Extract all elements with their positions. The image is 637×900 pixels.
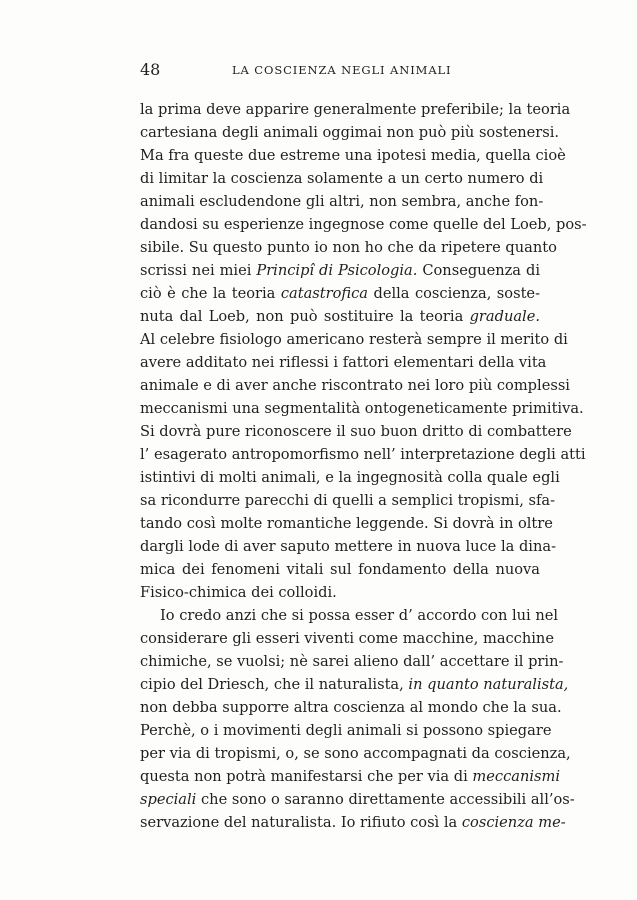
- italic-text: catastrofica: [280, 285, 369, 302]
- text-segment: l’ esagerato antropomorfismo nell’ interpretazione degli atti: [140, 446, 586, 463]
- text-segment: non debba supporre altra coscienza al mondo che la sua.: [140, 699, 562, 716]
- text-line: [140, 581, 540, 604]
- text-segment: Si dovrà pure riconoscere il suo buon dritto di combattere: [140, 423, 572, 440]
- text-line: [140, 696, 562, 719]
- text-segment: cipio del Driesch, che il naturalista,: [140, 676, 409, 693]
- text-line: [140, 719, 552, 742]
- text-line: [140, 765, 561, 788]
- running-title: LA COSCIENZA NEGLI ANIMALI: [232, 63, 452, 77]
- italic-text: meccanismi: [472, 768, 561, 785]
- text-segment: avere additato nei riflessi i fattori elementari della vita: [140, 354, 547, 371]
- text-segment: sa ricondurre parecchi di quelli a semplici tropismi, sfa-: [140, 492, 556, 509]
- italic-text: Principî di Psicologia.: [256, 262, 418, 279]
- text-segment: istintivi di molti animali, e la ingegnosità colla quale egli: [140, 469, 560, 486]
- text-segment: che sono o saranno direttamente accessibili all’os-: [196, 791, 575, 808]
- text-line: [140, 788, 575, 811]
- text-line: [140, 351, 547, 374]
- page-header: [140, 60, 540, 82]
- text-line: [140, 673, 569, 696]
- text-line: [140, 397, 584, 420]
- text-segment: ciò è che la teoria: [140, 285, 281, 302]
- text-line: [140, 282, 540, 305]
- text-line: [140, 420, 572, 443]
- text-line: [140, 259, 540, 282]
- text-segment: dargli lode di aver saputo mettere in nuova luce la dina-: [140, 538, 557, 555]
- text-segment: Fisico-chimica dei colloidi.: [140, 584, 337, 601]
- text-segment: Ma fra queste due estreme una ipotesi media, quella cioè: [140, 147, 566, 164]
- text-segment: Perchè, o i movimenti degli animali si possono spiegare: [140, 722, 552, 739]
- body-text: [140, 98, 587, 834]
- text-line: [140, 558, 540, 581]
- text-segment: per via di tropismi, o, se sono accompagnati da coscienza,: [140, 745, 571, 762]
- text-line: [140, 236, 557, 259]
- text-line: [140, 512, 553, 535]
- italic-text: coscienza me-: [461, 814, 566, 831]
- text-segment: animale e di aver anche riscontrato nei loro più complessi: [140, 377, 570, 394]
- text-segment: considerare gli esseri viventi come macchine, macchine: [140, 630, 554, 647]
- text-line: [140, 144, 566, 167]
- text-segment: chimiche, se vuolsi; nè sarei alieno dall’ accettare il prin-: [140, 653, 564, 670]
- text-line: [140, 190, 544, 213]
- text-segment: dandosi su esperienze ingegnose come quelle del Loeb, pos-: [140, 216, 587, 233]
- text-line: [140, 121, 560, 144]
- text-line: [140, 213, 587, 236]
- text-segment: Al celebre fisiologo americano resterà sempre il merito di: [140, 331, 568, 348]
- page-number: 48: [140, 60, 161, 79]
- text-line: [140, 167, 544, 190]
- text-segment: servazione del naturalista. Io rifiuto così la: [140, 814, 462, 831]
- text-line: [140, 650, 564, 673]
- text-line: [140, 374, 570, 397]
- text-segment: meccanismi una segmentalità ontogeneticamente primitiva.: [140, 400, 584, 417]
- text-segment: di limitar la coscienza solamente a un certo numero di: [140, 170, 544, 187]
- italic-text: speciali: [140, 791, 197, 808]
- text-segment: mica dei fenomeni vitali sul fondamento della nuova: [140, 561, 540, 578]
- text-line: [140, 443, 586, 466]
- text-segment: tando così molte romantiche leggende. Si dovrà in oltre: [140, 515, 553, 532]
- text-segment: Io credo anzi che si possa esser d’ accordo con lui nel: [160, 607, 559, 624]
- text-line: [140, 328, 568, 351]
- text-segment: scrissi nei miei: [140, 262, 257, 279]
- text-line: [140, 489, 556, 512]
- text-line: [140, 811, 566, 834]
- text-segment: sibile. Su questo punto io non ho che da ripetere quanto: [140, 239, 557, 256]
- text-segment: nuta dal Loeb, non può sostituire la teoria: [140, 308, 470, 325]
- text-line: [140, 535, 557, 558]
- italic-text: graduale.: [469, 308, 540, 325]
- text-segment: Conseguenza di: [417, 262, 540, 279]
- text-line: [140, 604, 559, 627]
- text-segment: della coscienza, soste-: [368, 285, 540, 302]
- text-segment: la prima deve apparire generalmente preferibile; la teoria: [140, 101, 571, 118]
- text-line: [140, 742, 571, 765]
- text-segment: cartesiana degli animali oggimai non può più sostenersi.: [140, 124, 560, 141]
- text-line: [140, 305, 540, 328]
- text-segment: questa non potrà manifestarsi che per via di: [140, 768, 473, 785]
- italic-text: in quanto naturalista,: [408, 676, 569, 693]
- text-line: [140, 627, 554, 650]
- text-line: [140, 98, 571, 121]
- text-line: [140, 466, 560, 489]
- text-segment: animali escludendone gli altri, non sembra, anche fon-: [140, 193, 544, 210]
